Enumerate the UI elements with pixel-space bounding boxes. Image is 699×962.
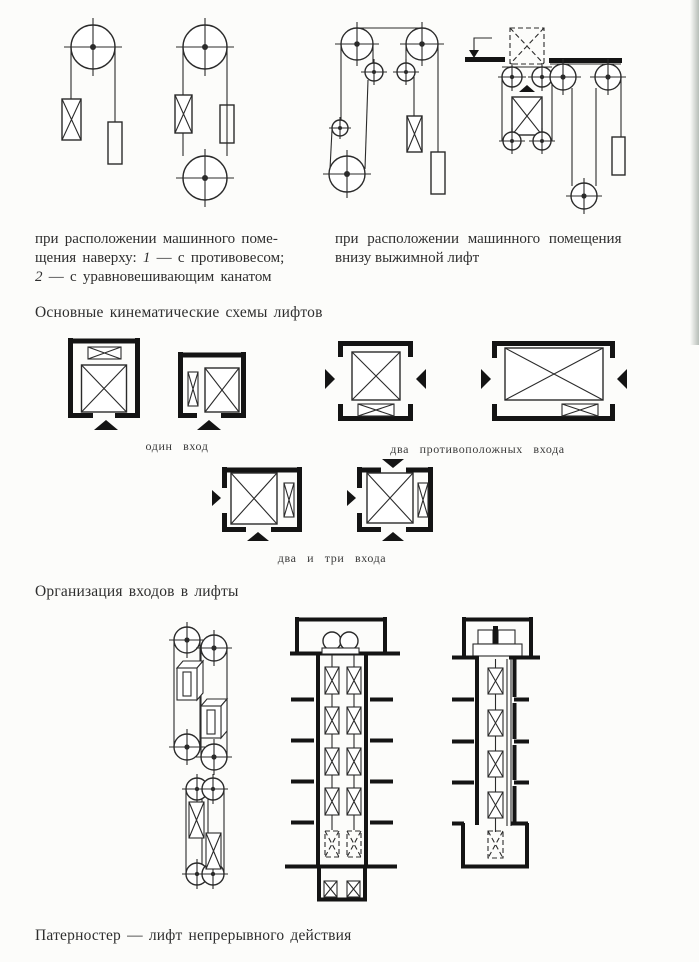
caption-line: при расположении машинного поме- bbox=[35, 231, 278, 247]
kinematic-scheme-machine-below-icon bbox=[323, 22, 445, 198]
caption-line: внизу выжимной лифт bbox=[335, 250, 480, 266]
caption-machine-room-above bbox=[35, 230, 311, 287]
plan-two-entrances-icon bbox=[212, 467, 302, 541]
plan-one-entrance-cw-side-icon bbox=[178, 352, 246, 430]
plan-three-entrances-icon bbox=[347, 459, 433, 541]
caption-paternoster: Патерностер — лифт непрерывного действия bbox=[35, 927, 352, 944]
plan-label-one-entrance: один вход bbox=[145, 439, 209, 453]
paternoster-section-single-icon bbox=[452, 617, 540, 867]
plan-two-opposite-square-icon bbox=[325, 343, 426, 419]
scan-edge-shadow bbox=[690, 0, 699, 345]
kinematic-scheme-counterweight-icon bbox=[62, 18, 122, 164]
kinematic-scheme-balancing-rope-icon bbox=[175, 18, 234, 207]
section-heading-entrance-organization: Организация входов в лифты bbox=[35, 583, 239, 600]
list-number: 2 bbox=[35, 269, 43, 285]
plan-label-two-and-three-entrances: два и три входа bbox=[277, 551, 387, 565]
caption-line: при расположении машинного помещения bbox=[335, 231, 622, 247]
caption-line: — с уравновешивающим канатом bbox=[42, 269, 272, 285]
list-number: 1 bbox=[142, 250, 151, 266]
plan-label-two-opposite-entrances: два противоположных входа bbox=[390, 442, 565, 456]
caption-line: — с противовесом; bbox=[150, 250, 285, 266]
kinematic-scheme-push-up-lift-icon bbox=[465, 28, 626, 214]
paternoster-section-double-icon bbox=[285, 617, 400, 900]
caption-line: щения наверху: bbox=[35, 250, 143, 266]
paternoster-3d-scheme-icon bbox=[169, 622, 232, 889]
caption-machine-room-below bbox=[335, 230, 671, 268]
section-heading-kinematic-schemes: Основные кинематические схемы лифтов bbox=[35, 304, 323, 321]
plan-two-opposite-wide-icon bbox=[481, 343, 627, 419]
plan-one-entrance-cw-rear-icon bbox=[68, 338, 140, 430]
